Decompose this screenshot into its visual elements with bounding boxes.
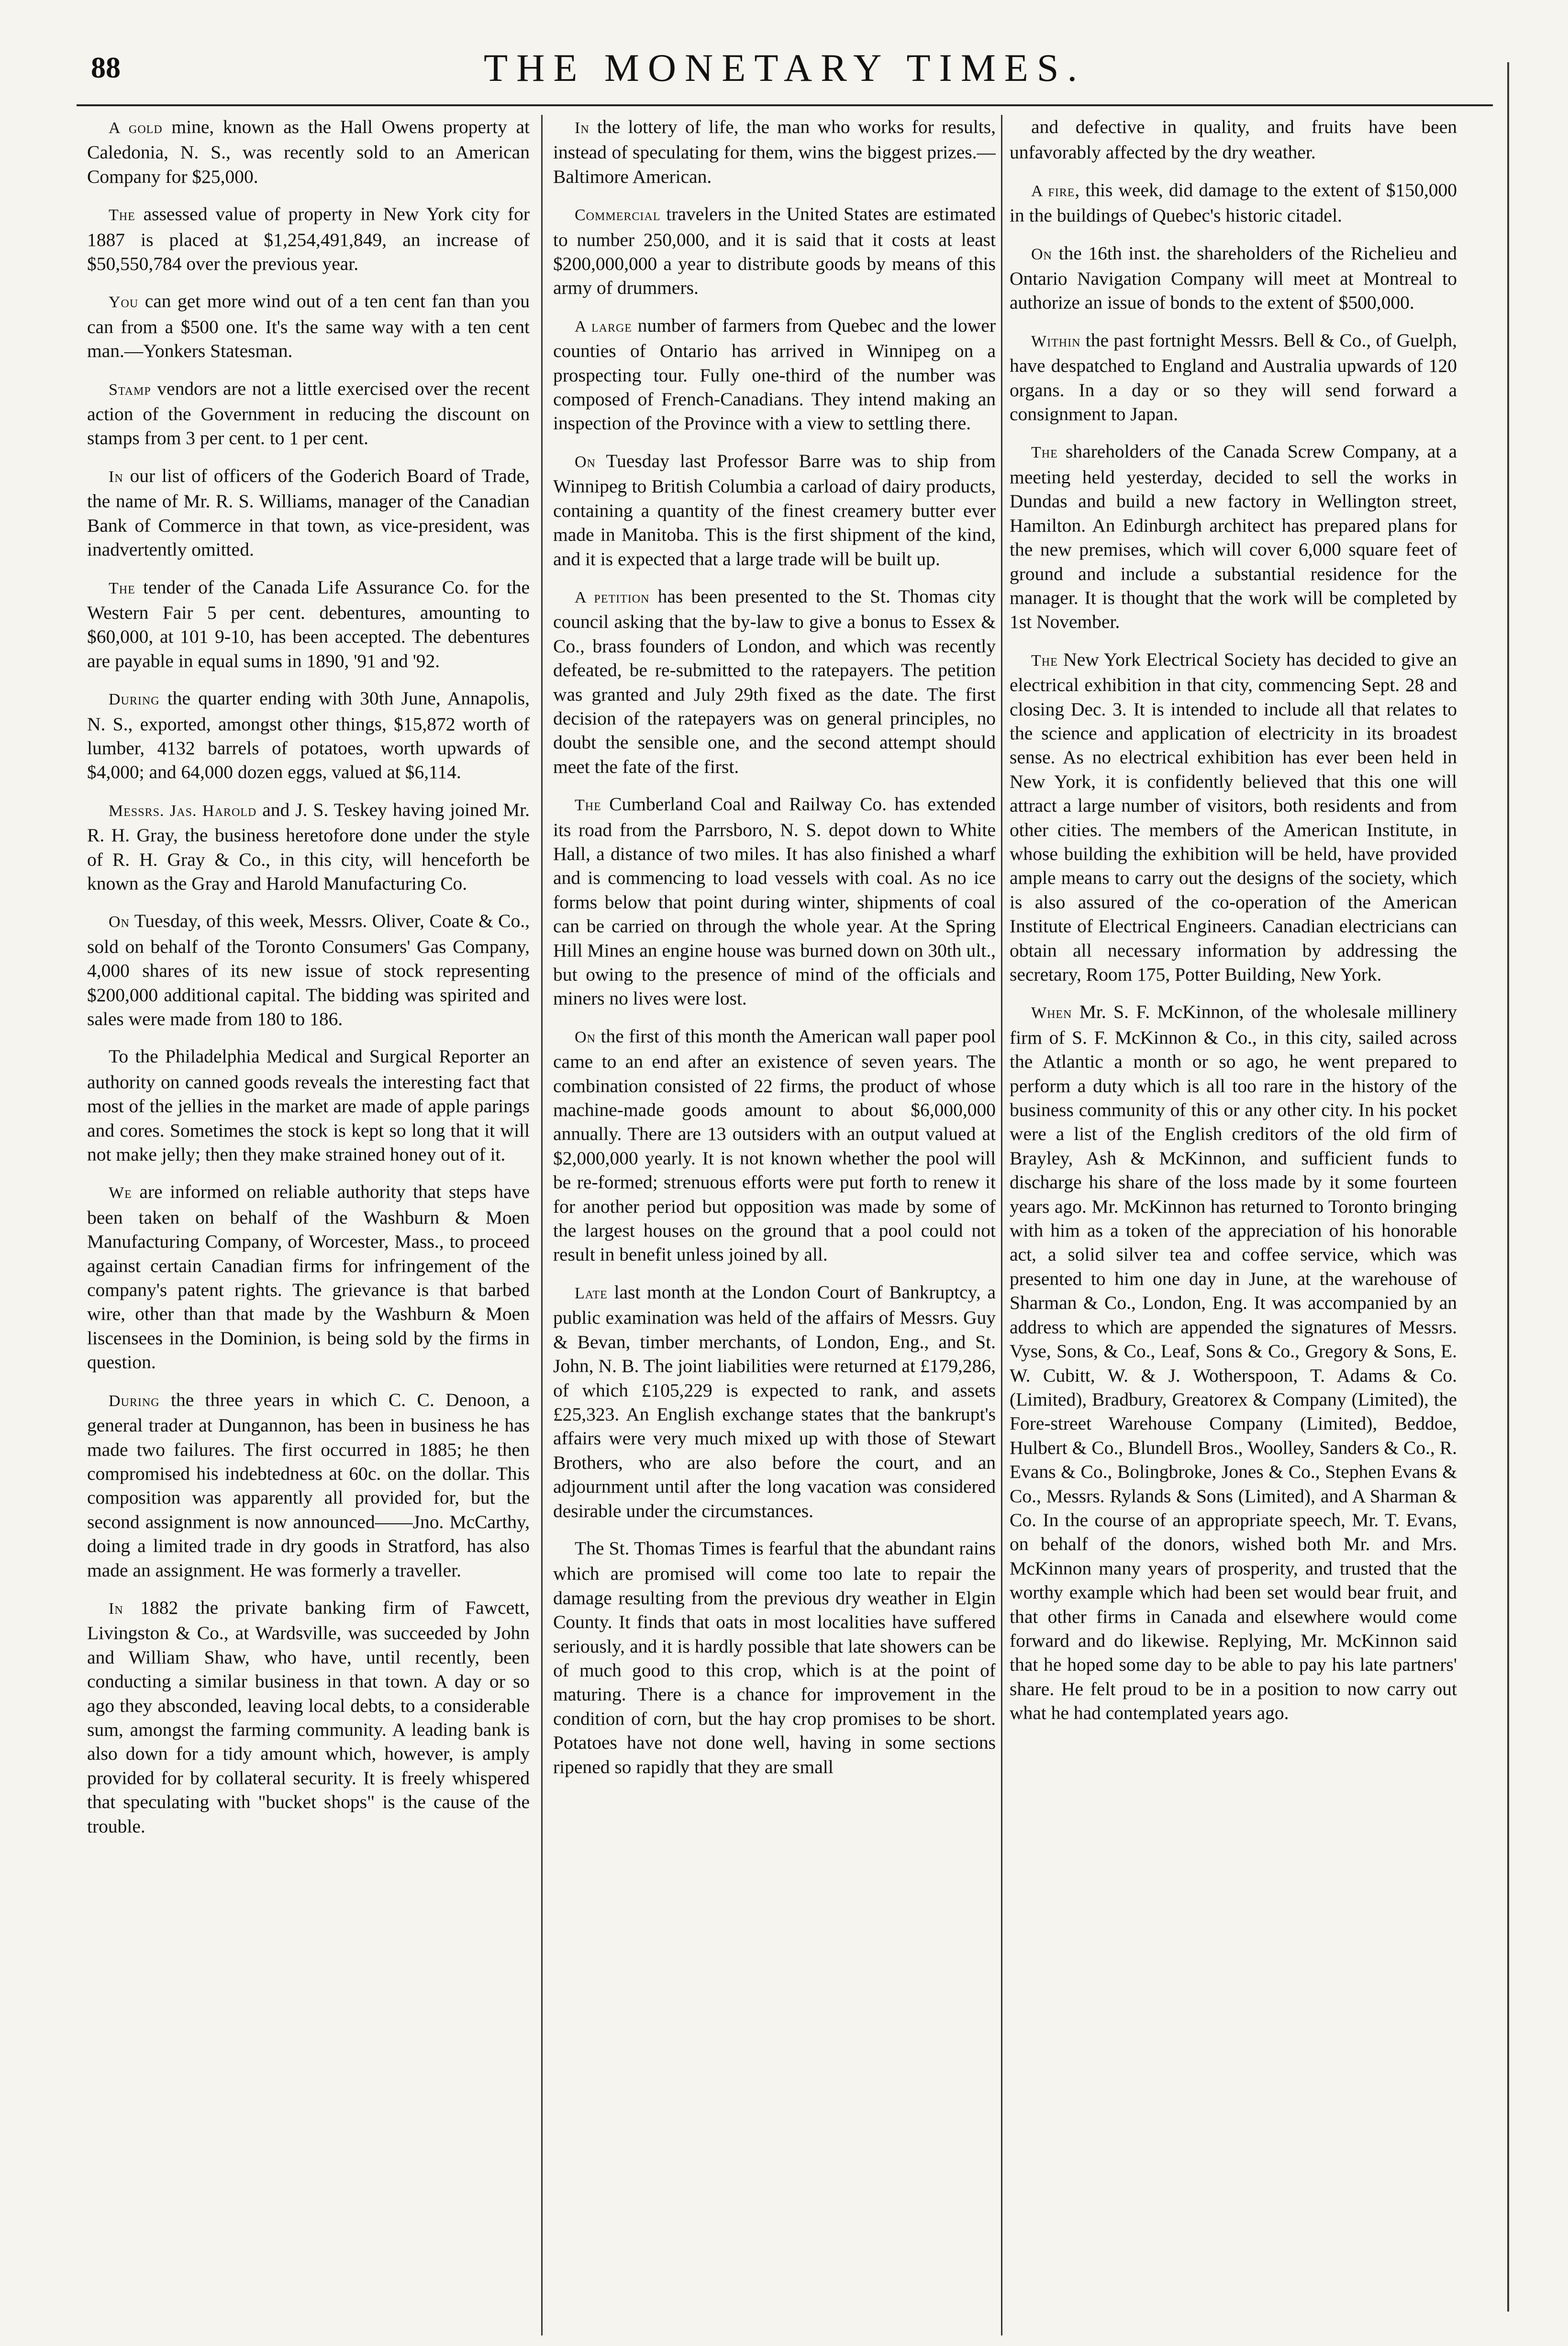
article-paragraph bbox=[553, 202, 996, 300]
paragraph-text: assessed value of property in New York city for 1887 is placed at $1,254,491,849, an increase of $50,550,784 over the previous year. bbox=[87, 203, 530, 275]
paragraph-text: the quarter ending with 30th June, Annapolis, N. S., exported, amongst other things, $15,872 worth of lumber, 4132 barrels of potatoes, worth upwards of $4,000; and 64,000 dozen eggs, valued at $6,114. bbox=[87, 688, 530, 783]
paragraph-text: mine, known as the Hall Owens property at Caledonia, N. S., was recently sold to an American Company for $25,000. bbox=[87, 116, 530, 187]
column-3 bbox=[1010, 115, 1457, 2335]
paragraph-text: vendors are not a little exercised over the recent action of the Government in reducing the discount on stamps from 3 per cent. to 1 per cent. bbox=[87, 378, 530, 449]
paragraph-lead: You bbox=[109, 293, 139, 312]
paragraph-lead: The bbox=[575, 796, 601, 815]
paragraph-text: has been presented to the St. Thomas city council asking that the by-law to give a bonus to Essex & Co., brass founders of London, and which was recently defeated, be re-submitted to the ratepayers. The petition was granted and July 29th fixed as the date. The first decision of the ratepayers was on general principles, no doubt the sensible one, and the second attempt should meet the fate of the first. bbox=[553, 585, 996, 777]
article-paragraph bbox=[87, 1388, 530, 1582]
paragraph-text: and defective in quality, and fruits have been unfavorably affected by the dry weather. bbox=[1010, 116, 1457, 163]
paragraph-lead: Stamp bbox=[109, 380, 151, 399]
paragraph-text: The St. Thomas Times is fearful that the abundant rains which are promised will come too late to repair the damage resulting from the previous dry weather in Elgin County. It finds that oats in most localities have suffered seriously, and it is hardly possible that late showers can be of much good to this crop, which is at the point of maturing. There is a chance for improvement in the condition of corn, but the hay crop promises to be short. Potatoes have not done well, having in some sections ripened so rapidly that they are small bbox=[553, 1537, 996, 1777]
paragraph-lead: The bbox=[109, 206, 135, 224]
paragraph-text: can get more wind out of a ten cent fan than you can from a $500 one. It's the same way with a ten cent man.—Yonkers Statesman. bbox=[87, 290, 530, 362]
article-paragraph bbox=[1010, 439, 1457, 634]
article-paragraph bbox=[87, 377, 530, 450]
paragraph-text: our list of officers of the Goderich Board of Trade, the name of Mr. R. S. Williams, manager of the Canadian Bank of Commerce in that town, as vice-president, was inadvertently omitted. bbox=[87, 465, 530, 560]
paragraph-lead: Commercial bbox=[575, 206, 661, 224]
paragraph-text: Tuesday, of this week, Messrs. Oliver, Coate & Co., sold on behalf of the Toronto Consumers' Gas Company, 4,000 shares of its new issue of stock representing $200,000 additional capital. The bidding was spirited and sales were made from 180 to 186. bbox=[87, 910, 530, 1029]
article-paragraph bbox=[87, 115, 530, 189]
article-paragraph bbox=[87, 202, 530, 276]
article-paragraph bbox=[553, 313, 996, 436]
paragraph-lead: A gold bbox=[109, 119, 163, 137]
column-1 bbox=[87, 115, 530, 2335]
paragraph-lead: We bbox=[109, 1184, 132, 1202]
article-paragraph bbox=[1010, 178, 1457, 228]
paragraph-text: and J. S. Teskey having joined Mr. R. H. Gray, the business heretofore done under the style of R. H. Gray & Co., in this city, will henceforth be known as the Gray and Harold Manufacturing Co. bbox=[87, 799, 530, 894]
article-paragraph bbox=[87, 798, 530, 896]
paragraph-lead: On bbox=[1031, 245, 1052, 263]
article-paragraph bbox=[553, 1024, 996, 1267]
paragraph-lead: The bbox=[1031, 651, 1058, 670]
article-paragraph bbox=[87, 575, 530, 673]
article-paragraph bbox=[87, 1044, 530, 1166]
page-edge bbox=[1507, 62, 1509, 2312]
article-paragraph bbox=[553, 792, 996, 1011]
article-paragraph bbox=[553, 449, 996, 571]
article-paragraph bbox=[1010, 648, 1457, 987]
paragraph-text: New York Electrical Society has decided to give an electrical exhibition in that city, commencing Sept. 28 and closing Dec. 3. It is intended to include all that relates to the science and application of electricity in its broadest sense. As no electrical exhibition has ever been held in New York, it is confidently believed that this one will attract a large number of visitors, both residents and from other cities. The members of the American Institute, in whose building the exhibition will be held, have provided ample means to carry out the designs of the society, which is also assured of the co-operation of the American Institute of Electrical Engineers. Canadian electricians can obtain all necessary information by addressing the secretary, Room 175, Potter Building, New York. bbox=[1010, 648, 1457, 985]
paragraph-lead: On bbox=[575, 453, 596, 471]
paragraph-text: Tuesday last Professor Barre was to ship from Winnipeg to British Columbia a carload of dairy products, containing a quantity of the finest creamery butter ever made in Manitoba. This is the first shipment of the kind, and it is expected that a large trade will be built up. bbox=[553, 450, 996, 570]
column-divider bbox=[541, 115, 543, 2335]
paragraph-lead: During bbox=[109, 1392, 160, 1410]
paragraph-text: tender of the Canada Life Assurance Co. for the Western Fair 5 per cent. debentures, amounting to $60,000, at 101 9-10, has been accepted. The debentures are payable in equal sums in 1890, '91 and '92. bbox=[87, 576, 530, 671]
paragraph-lead: The bbox=[1031, 444, 1058, 462]
column-2 bbox=[553, 115, 996, 2335]
paragraph-lead: A petition bbox=[575, 588, 650, 606]
paragraph-text: the lottery of life, the man who works for results, instead of speculating for them, wins the biggest prizes.—Baltimore American. bbox=[553, 116, 996, 187]
paragraph-text: shareholders of the Canada Screw Company, at a meeting held yesterday, decided to sell the works in Dundas and build a new factory in Wellington street, Hamilton. An Edinburgh architect has prepared plans for the new premises, which will cover 6,000 square feet of ground and include a substantial residence for the manager. It is thought that the work will be completed by 1st November. bbox=[1010, 441, 1457, 633]
page-header bbox=[77, 45, 1493, 98]
paragraph-lead: When bbox=[1031, 1004, 1072, 1022]
paragraph-lead: A large bbox=[575, 317, 632, 335]
paragraph-lead: The bbox=[109, 579, 135, 597]
page-number: 88 bbox=[91, 52, 121, 84]
paragraph-lead: Messrs. Jas. Harold bbox=[109, 802, 257, 820]
header-rule bbox=[77, 104, 1493, 106]
paragraph-text: the past fortnight Messrs. Bell & Co., of Guelph, have despatched to England and Australia upwards of 120 organs. In a day or so they will send forward a consignment to Japan. bbox=[1010, 329, 1457, 425]
paragraph-lead: In bbox=[109, 468, 123, 486]
paragraph-text: number of farmers from Quebec and the lower counties of Ontario has arrived in Winnipeg on a prospecting tour. Fully one-third of the number was composed of French-Canadians. They intend making an inspection of the Province with a view to settling there. bbox=[553, 314, 996, 434]
paragraph-text: , this week, did damage to the extent of $150,000 in the buildings of Quebec's historic citadel. bbox=[1010, 179, 1457, 226]
article-paragraph bbox=[87, 686, 530, 784]
paragraph-lead: On bbox=[575, 1028, 596, 1046]
article-paragraph bbox=[1010, 115, 1457, 165]
paragraph-lead: Late bbox=[575, 1284, 608, 1302]
paragraph-text: To the Philadelphia Medical and Surgical Reporter an authority on canned goods reveals the interesting fact that most of the jellies in the market are made of apple parings and cores. Sometimes the stock is kept so long that it will not make jelly; then they make strained honey out of it. bbox=[87, 1046, 530, 1165]
paragraph-lead: Within bbox=[1031, 332, 1081, 350]
paragraph-text: last month at the London Court of Bankruptcy, a public examination was held of the affairs of Messrs. Guy & Bevan, timber merchants, of London, Eng., and St. John, N. B. The joint liabilities were returned at £179,286, of which £105,229 is expected to rank, and assets £25,323. An English exchange states that the bankrupt's affairs were very much mixed up with those of Stewart Brothers, who are also before the court, and an adjournment until after the long vacation was considered desirable under the circumstances. bbox=[553, 1281, 996, 1521]
paragraph-text: travelers in the United States are estimated to number 250,000, and it is said that it costs at least $200,000,000 a year to distribute goods by means of this army of drummers. bbox=[553, 203, 996, 299]
article-paragraph bbox=[87, 1180, 530, 1374]
article-paragraph bbox=[553, 1536, 996, 1779]
paragraph-lead: In bbox=[109, 1599, 123, 1618]
paragraph-lead: A fire bbox=[1031, 182, 1075, 200]
paragraph-text: 1882 the private banking firm of Fawcett, Livingston & Co., at Wardsville, was succeeded by John and William Shaw, who have, until recently, been conducting a similar business in that town. A day or so ago they absconded, leaving local debts, to a considerable sum, amongst the farming community. A leading bank is also down for a tidy amount which, however, is amply provided for by collateral security. It is freely whispered that speculating with "bucket shops" is the cause of the trouble. bbox=[87, 1597, 530, 1837]
page-title: THE MONETARY TIMES. bbox=[484, 46, 1086, 89]
article-paragraph bbox=[553, 584, 996, 779]
article-paragraph bbox=[1010, 241, 1457, 315]
article-paragraph bbox=[1010, 328, 1457, 426]
paragraph-text: are informed on reliable authority that steps have been taken on behalf of the Washburn & Moen Manufacturing Company, of Worcester, Mass., to proceed against certain Canadian firms for infringement of the company's patent rights. The grievance is that barbed wire, other than that made by the Washburn & Moen liscensees in the Dominion, is being sold by the firms in question. bbox=[87, 1181, 530, 1373]
article-paragraph bbox=[87, 909, 530, 1031]
article-paragraph bbox=[87, 464, 530, 562]
paragraph-text: Mr. S. F. McKinnon, of the wholesale millinery firm of S. F. McKinnon & Co., in this city, sailed across the Atlantic a month or so ago, he went prepared to perform a duty which is all too rare in the history of the business community of this or any other city. In his pocket were a list of the English creditors of the old firm of Brayley, Ash & McKinnon, and sufficient funds to discharge his share of the loss made by it some fourteen years ago. Mr. McKinnon has returned to Toronto bringing with him as a token of the appreciation of his honorable act, a solid silver tea and coffee service, which was presented to him one day in June, at the warehouse of Sharman & Co., London, Eng. It was accompanied by an address to which are appended the signatures of Messrs. Vyse, Sons, & Co., Leaf, Sons & Co., Gregory & Sons, E. W. Cubitt, W. & J. Wotherspoon, T. Adams & Co. (Limited), Bradbury, Greatorex & Company (Limited), the Fore-street Warehouse Company (Limited), Beddoe, Hulbert & Co., Blundell Bros., Woolley, Sanders & Co., R. Evans & Co., Bolingbroke, Jones & Co., Stephen Evans & Co., Messrs. Rylands & Sons (Limited), and A Sharman & Co. In the course of an appropriate speech, Mr. T. Evans, on behalf of the donors, wished both Mr. and Mrs. McKinnon many years of prosperity, and trusted that the worthy example which had been set would bear fruit, and that other firms in Canada and elsewhere would come forward and do likewise. Replying, Mr. McKinnon said that he hoped some day to be able to pay his late partners' share. He felt proud to be in a position to now carry out what he had contemplated years ago. bbox=[1010, 1001, 1457, 1724]
paragraph-lead: In bbox=[575, 119, 589, 137]
article-paragraph bbox=[87, 1596, 530, 1838]
article-paragraph bbox=[87, 289, 530, 363]
paragraph-lead: On bbox=[109, 913, 130, 931]
column-divider bbox=[1001, 115, 1002, 2335]
article-paragraph bbox=[553, 1280, 996, 1523]
paragraph-text: the 16th inst. the shareholders of the Richelieu and Ontario Navigation Company will meet at Montreal to authorize an issue of bonds to the extent of $500,000. bbox=[1010, 242, 1457, 313]
paragraph-text: the three years in which C. C. Denoon, a general trader at Dungannon, has been in business he has made two failures. The first occurred in 1885; he then compromised his indebtedness at 60c. on the dollar. This composition was apparently all provided for, but the second assignment is now announced——Jno. McCarthy, doing a limited trade in dry goods in Stratford, has also made an assignment. He was formerly a traveller. bbox=[87, 1389, 530, 1581]
article-paragraph bbox=[1010, 1000, 1457, 1725]
paragraph-lead: During bbox=[109, 691, 160, 709]
paragraph-text: Cumberland Coal and Railway Co. has extended its road from the Parrsboro, N. S. depot down to White Hall, a distance of two miles. It has also finished a wharf and is commencing to load vessels with coal. As no ice forms below that point during winter, shipments of coal can be carried on through the whole year. At the Spring Hill Mines an engine house was burned down on 30th ult., but owing to the presence of mind of the officials and miners no lives were lost. bbox=[553, 793, 996, 1009]
article-paragraph bbox=[553, 115, 996, 189]
paragraph-text: the first of this month the American wall paper pool came to an end after an existence of seven years. The combination consisted of 22 firms, the product of whose machine-made goods amount to about $6,000,000 annually. There are 13 outsiders with an output valued at $2,000,000 yearly. It is not known whether the pool will be re-formed; strenuous efforts were put forth to renew it for another period but opposition was made by some of the largest houses on the ground that a pool could not result in benefit unless joined by all. bbox=[553, 1025, 996, 1265]
